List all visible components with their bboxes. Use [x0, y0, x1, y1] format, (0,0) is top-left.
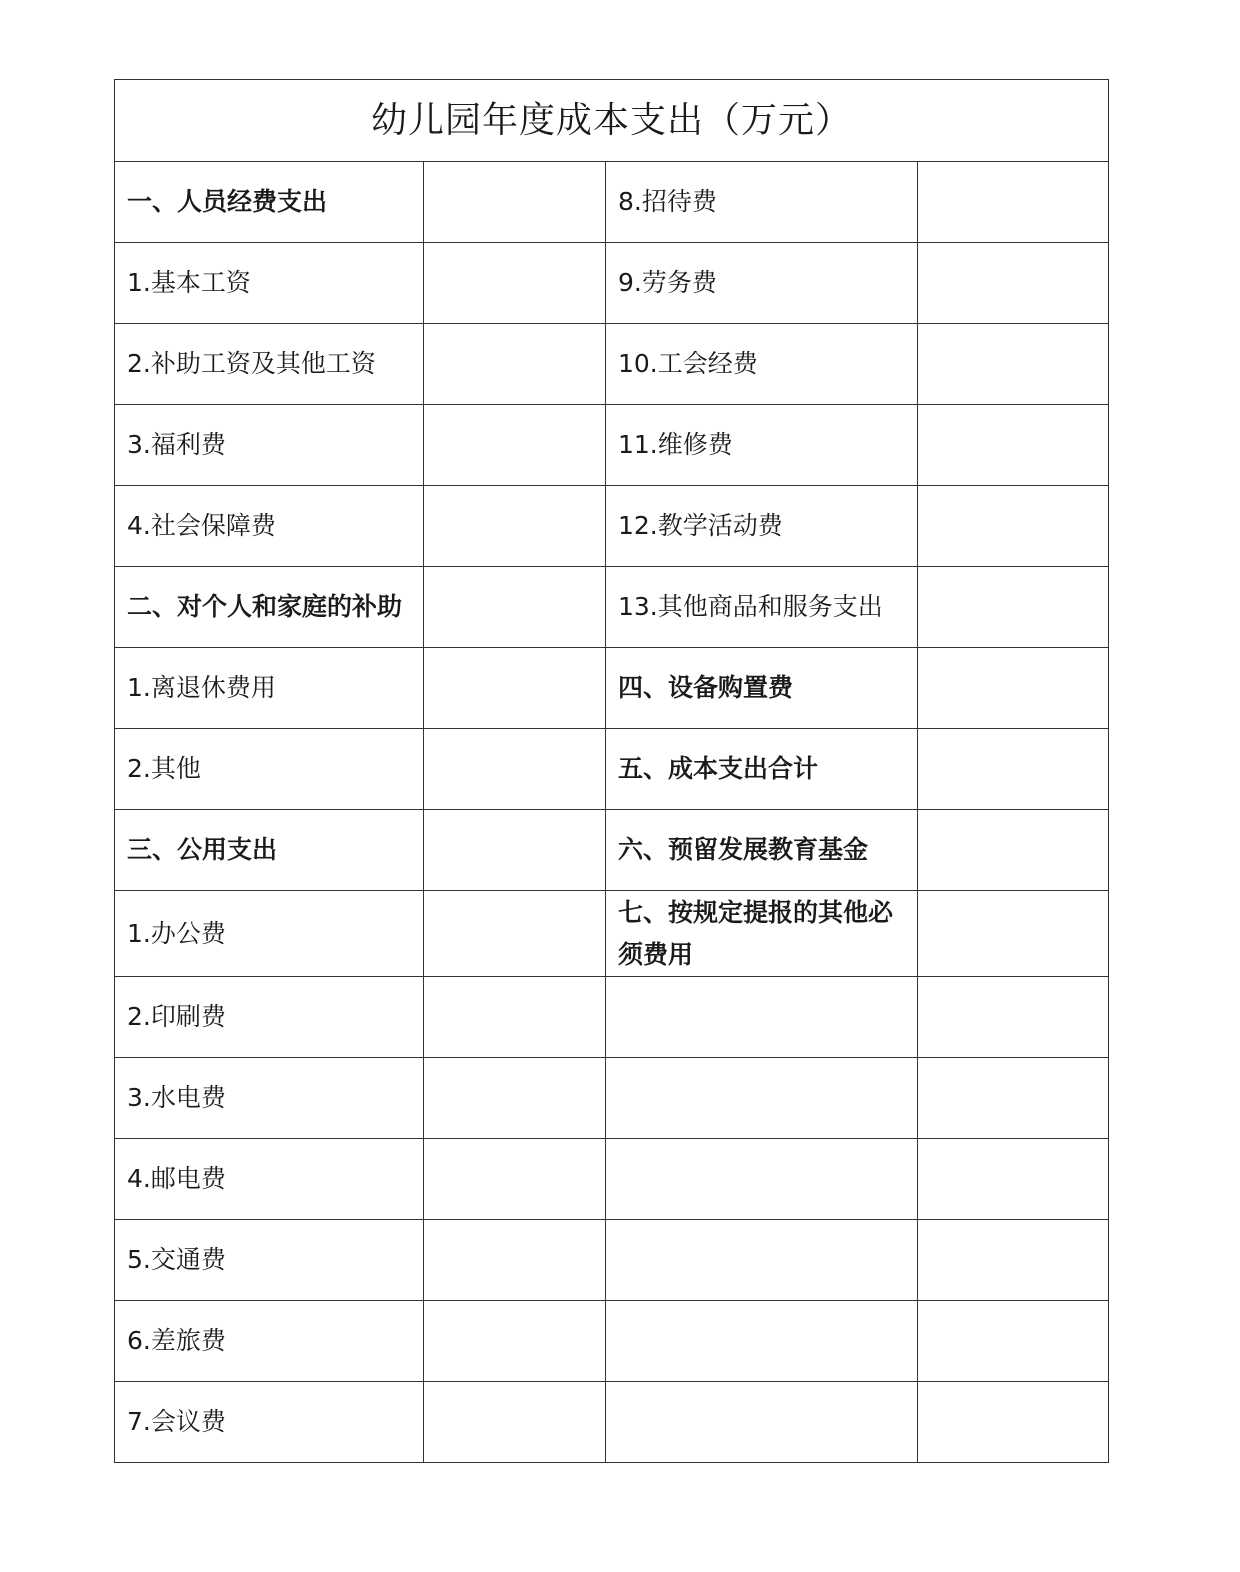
left-item-label: 7.会议费: [115, 1382, 424, 1463]
right-item-label: 11.维修费: [606, 405, 918, 486]
right-item-value-cell[interactable]: [918, 405, 1109, 486]
right-item-label: [606, 1220, 918, 1301]
table-row: [115, 567, 1109, 648]
left-item-value-cell[interactable]: [424, 405, 606, 486]
right-item-value-cell[interactable]: [918, 1301, 1109, 1382]
table-row: [115, 648, 1109, 729]
table-row: [115, 1139, 1109, 1220]
table-row: [115, 810, 1109, 891]
page-title: 幼儿园年度成本支出（万元）: [115, 80, 1109, 162]
left-item-label: 4.邮电费: [115, 1139, 424, 1220]
table-row: [115, 405, 1109, 486]
left-item-value-cell[interactable]: [424, 1301, 606, 1382]
left-item-value-cell[interactable]: [424, 1382, 606, 1463]
cost-sheet: [114, 79, 1108, 1463]
left-item-label: 2.补助工资及其他工资: [115, 324, 424, 405]
right-item-label: 12.教学活动费: [606, 486, 918, 567]
left-item-value-cell[interactable]: [424, 324, 606, 405]
right-item-value-cell[interactable]: [918, 1139, 1109, 1220]
left-item-label: 6.差旅费: [115, 1301, 424, 1382]
right-item-value-cell[interactable]: [918, 324, 1109, 405]
right-item-value-cell[interactable]: [918, 1382, 1109, 1463]
right-item-label: [606, 977, 918, 1058]
right-item-label: 五、成本支出合计: [606, 729, 918, 810]
right-item-value-cell[interactable]: [918, 1058, 1109, 1139]
left-item-label: 2.印刷费: [115, 977, 424, 1058]
table-row: [115, 1301, 1109, 1382]
right-item-value-cell[interactable]: [918, 1220, 1109, 1301]
right-item-label: [606, 1382, 918, 1463]
right-item-label: 10.工会经费: [606, 324, 918, 405]
left-item-label: 1.基本工资: [115, 243, 424, 324]
right-item-label: 四、设备购置费: [606, 648, 918, 729]
left-item-label: 三、公用支出: [115, 810, 424, 891]
right-item-value-cell[interactable]: [918, 648, 1109, 729]
left-item-label: 2.其他: [115, 729, 424, 810]
table-row: [115, 162, 1109, 243]
table-row: [115, 1382, 1109, 1463]
table-row: [115, 1220, 1109, 1301]
table-row: [115, 1058, 1109, 1139]
left-item-value-cell[interactable]: [424, 1058, 606, 1139]
right-item-label: [606, 1058, 918, 1139]
left-item-value-cell[interactable]: [424, 162, 606, 243]
right-item-value-cell[interactable]: [918, 810, 1109, 891]
left-item-value-cell[interactable]: [424, 1220, 606, 1301]
left-item-label: 3.福利费: [115, 405, 424, 486]
left-item-value-cell[interactable]: [424, 810, 606, 891]
table-row: [115, 729, 1109, 810]
left-item-label: 一、人员经费支出: [115, 162, 424, 243]
left-item-label: 4.社会保障费: [115, 486, 424, 567]
right-item-label: 六、预留发展教育基金: [606, 810, 918, 891]
left-item-value-cell[interactable]: [424, 648, 606, 729]
right-item-label: [606, 1301, 918, 1382]
left-item-value-cell[interactable]: [424, 1139, 606, 1220]
right-item-value-cell[interactable]: [918, 891, 1109, 977]
left-item-value-cell[interactable]: [424, 486, 606, 567]
right-item-label: 13.其他商品和服务支出: [606, 567, 918, 648]
right-item-label: 七、按规定提报的其他必须费用: [606, 891, 918, 977]
left-item-value-cell[interactable]: [424, 567, 606, 648]
right-item-value-cell[interactable]: [918, 486, 1109, 567]
table-row: [115, 891, 1109, 977]
left-item-label: 1.办公费: [115, 891, 424, 977]
right-item-label: 8.招待费: [606, 162, 918, 243]
table-row: [115, 243, 1109, 324]
left-item-label: 1.离退休费用: [115, 648, 424, 729]
right-item-value-cell[interactable]: [918, 729, 1109, 810]
right-item-value-cell[interactable]: [918, 162, 1109, 243]
left-item-value-cell[interactable]: [424, 891, 606, 977]
left-item-value-cell[interactable]: [424, 243, 606, 324]
right-item-value-cell[interactable]: [918, 977, 1109, 1058]
left-item-label: 5.交通费: [115, 1220, 424, 1301]
table-row: [115, 324, 1109, 405]
left-item-label: 二、对个人和家庭的补助: [115, 567, 424, 648]
cost-table: [114, 79, 1109, 1463]
left-item-label: 3.水电费: [115, 1058, 424, 1139]
table-row: [115, 486, 1109, 567]
right-item-label: [606, 1139, 918, 1220]
left-item-value-cell[interactable]: [424, 977, 606, 1058]
title-row: [115, 80, 1109, 162]
right-item-label: 9.劳务费: [606, 243, 918, 324]
right-item-value-cell[interactable]: [918, 243, 1109, 324]
left-item-value-cell[interactable]: [424, 729, 606, 810]
right-item-value-cell[interactable]: [918, 567, 1109, 648]
table-row: [115, 977, 1109, 1058]
